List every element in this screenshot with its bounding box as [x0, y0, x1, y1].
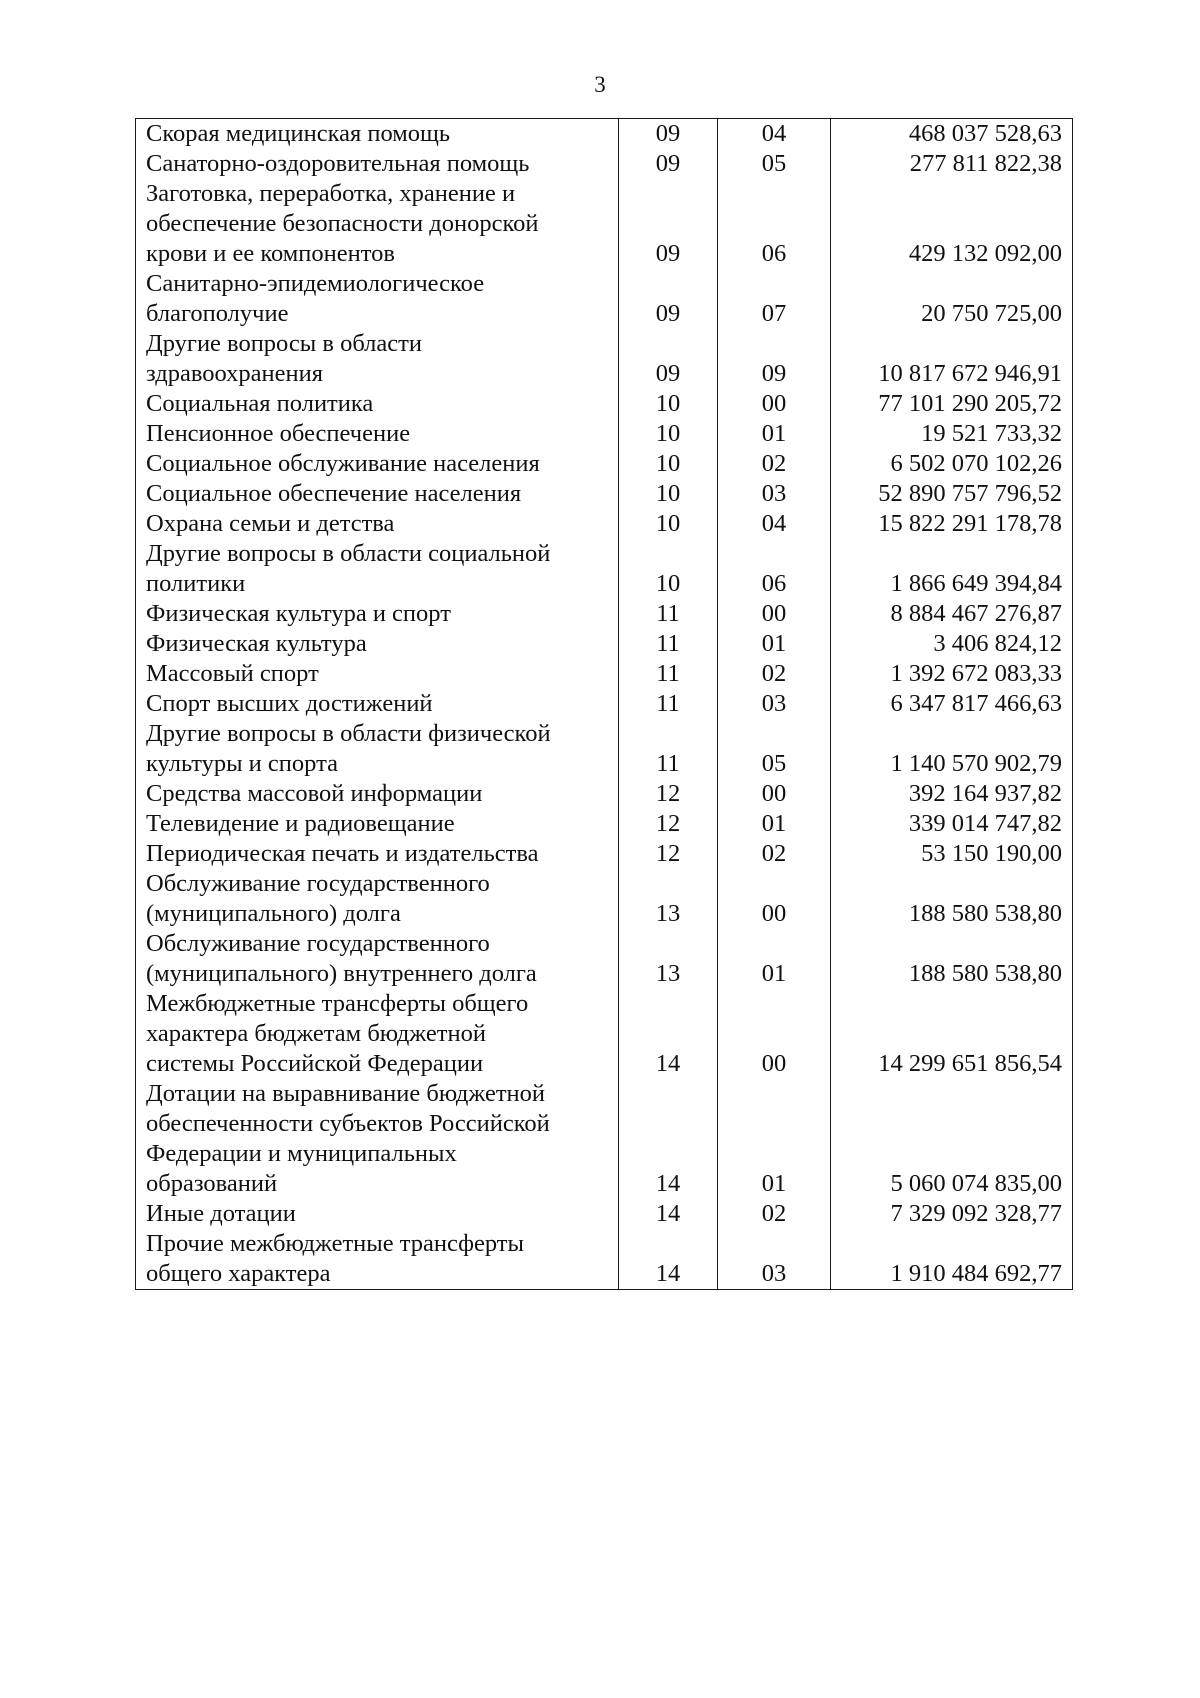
- row-amount: 339 014 747,82: [831, 809, 1073, 839]
- row-subsection: 03: [718, 1229, 831, 1290]
- row-section: 10: [619, 539, 718, 599]
- row-amount: 1 140 570 902,79: [831, 719, 1073, 779]
- row-name: Санаторно-оздоровительная помощь: [146, 150, 530, 177]
- row-amount: 7 329 092 328,77: [831, 1199, 1073, 1229]
- row-section: 11: [619, 659, 718, 689]
- table-row: [136, 719, 1073, 779]
- row-amount: 52 890 757 796,52: [831, 479, 1073, 509]
- row-subsection: 02: [718, 1199, 831, 1229]
- row-name: Социальная политика: [146, 390, 374, 417]
- row-section: 10: [619, 389, 718, 419]
- table-row: [136, 509, 1073, 539]
- row-name: Физическая культура: [146, 630, 367, 657]
- row-subsection: 00: [718, 389, 831, 419]
- row-amount: 6 502 070 102,26: [831, 449, 1073, 479]
- row-section: 11: [619, 629, 718, 659]
- row-section: 11: [619, 599, 718, 629]
- table-row: [136, 929, 1073, 989]
- row-section: 12: [619, 779, 718, 809]
- row-subsection: 00: [718, 869, 831, 929]
- table-row: [136, 479, 1073, 509]
- table-row: [136, 1199, 1073, 1229]
- row-subsection: 00: [718, 599, 831, 629]
- table-row: [136, 689, 1073, 719]
- table-row: [136, 779, 1073, 809]
- row-name: Иные дотации: [146, 1200, 296, 1227]
- row-name: Скорая медицинская помощь: [146, 120, 451, 147]
- row-section: 10: [619, 509, 718, 539]
- row-section: 09: [619, 179, 718, 269]
- row-subsection: 01: [718, 929, 831, 989]
- row-section: 09: [619, 119, 718, 150]
- row-name: Другие вопросы в области здравоохранения: [146, 330, 422, 387]
- row-name: Прочие межбюджетные трансферты общего характера: [146, 1230, 524, 1287]
- table-row: [136, 1079, 1073, 1199]
- row-subsection: 00: [718, 989, 831, 1079]
- row-section: 09: [619, 329, 718, 389]
- row-subsection: 01: [718, 809, 831, 839]
- row-name: Массовый спорт: [146, 660, 319, 687]
- table-row: [136, 629, 1073, 659]
- row-subsection: 02: [718, 449, 831, 479]
- row-section: 10: [619, 479, 718, 509]
- row-amount: 392 164 937,82: [831, 779, 1073, 809]
- row-subsection: 09: [718, 329, 831, 389]
- row-name: Дотации на выравнивание бюджетной обеспеченности субъектов Российской Федерации и муниципальных образований: [146, 1080, 550, 1197]
- row-subsection: 03: [718, 479, 831, 509]
- row-section: 12: [619, 809, 718, 839]
- row-name: Средства массовой информации: [146, 780, 483, 807]
- row-name: Обслуживание государственного (муниципального) внутреннего долга: [146, 930, 537, 987]
- row-amount: 1 910 484 692,77: [831, 1229, 1073, 1290]
- row-amount: 6 347 817 466,63: [831, 689, 1073, 719]
- row-name: Обслуживание государственного (муниципального) долга: [146, 870, 490, 927]
- row-amount: 10 817 672 946,91: [831, 329, 1073, 389]
- row-section: 14: [619, 1079, 718, 1199]
- row-amount: 20 750 725,00: [831, 269, 1073, 329]
- row-subsection: 01: [718, 419, 831, 449]
- row-amount: 53 150 190,00: [831, 839, 1073, 869]
- row-amount: 188 580 538,80: [831, 869, 1073, 929]
- row-name: Периодическая печать и издательства: [146, 840, 539, 867]
- table-row: [136, 539, 1073, 599]
- page-number: 3: [594, 72, 606, 97]
- row-amount: 277 811 822,38: [831, 149, 1073, 179]
- row-section: 10: [619, 449, 718, 479]
- row-name: Пенсионное обеспечение: [146, 420, 411, 447]
- row-amount: 3 406 824,12: [831, 629, 1073, 659]
- row-section: 13: [619, 869, 718, 929]
- table-row: [136, 659, 1073, 689]
- row-amount: 19 521 733,32: [831, 419, 1073, 449]
- row-section: 09: [619, 269, 718, 329]
- row-subsection: 05: [718, 719, 831, 779]
- row-name: Спорт высших достижений: [146, 690, 433, 717]
- row-section: 09: [619, 149, 718, 179]
- row-name: Заготовка, переработка, хранение и обеспечение безопасности донорской крови и ее компонентов: [146, 180, 539, 267]
- row-section: 12: [619, 839, 718, 869]
- table-row: [136, 419, 1073, 449]
- table-row: [136, 389, 1073, 419]
- row-section: 14: [619, 989, 718, 1079]
- budget-table: [135, 118, 1073, 1290]
- row-subsection: 03: [718, 689, 831, 719]
- row-name: Социальное обеспечение населения: [146, 480, 522, 507]
- row-amount: 1 392 672 083,33: [831, 659, 1073, 689]
- row-amount: 429 132 092,00: [831, 179, 1073, 269]
- row-amount: 14 299 651 856,54: [831, 989, 1073, 1079]
- row-section: 13: [619, 929, 718, 989]
- row-subsection: 01: [718, 1079, 831, 1199]
- table-row: [136, 269, 1073, 329]
- row-subsection: 01: [718, 629, 831, 659]
- row-section: 11: [619, 689, 718, 719]
- row-name: Другие вопросы в области социальной политики: [146, 540, 551, 597]
- row-amount: 15 822 291 178,78: [831, 509, 1073, 539]
- table-row: [136, 989, 1073, 1079]
- row-section: 11: [619, 719, 718, 779]
- row-section: 14: [619, 1199, 718, 1229]
- row-amount: 77 101 290 205,72: [831, 389, 1073, 419]
- table-row: [136, 1229, 1073, 1290]
- row-amount: 468 037 528,63: [831, 119, 1073, 150]
- row-name: Межбюджетные трансферты общего характера бюджетам бюджетной системы Российской Федерации: [146, 990, 529, 1077]
- row-amount: 188 580 538,80: [831, 929, 1073, 989]
- row-subsection: 02: [718, 659, 831, 689]
- row-subsection: 05: [718, 149, 831, 179]
- row-subsection: 04: [718, 119, 831, 150]
- table-row: [136, 449, 1073, 479]
- row-amount: 5 060 074 835,00: [831, 1079, 1073, 1199]
- row-section: 14: [619, 1229, 718, 1290]
- row-name: Телевидение и радиовещание: [146, 810, 455, 837]
- row-subsection: 06: [718, 539, 831, 599]
- row-name: Охрана семьи и детства: [146, 510, 395, 537]
- table-row: [136, 869, 1073, 929]
- row-subsection: 04: [718, 509, 831, 539]
- row-name: Другие вопросы в области физической культуры и спорта: [146, 720, 551, 777]
- row-subsection: 06: [718, 179, 831, 269]
- table-row: [136, 839, 1073, 869]
- row-section: 10: [619, 419, 718, 449]
- row-subsection: 00: [718, 779, 831, 809]
- row-name: Физическая культура и спорт: [146, 600, 451, 627]
- table-row: [136, 119, 1073, 150]
- table-row: [136, 329, 1073, 389]
- row-name: Санитарно-эпидемиологическое благополучие: [146, 270, 485, 327]
- row-amount: 1 866 649 394,84: [831, 539, 1073, 599]
- row-name: Социальное обслуживание населения: [146, 450, 540, 477]
- table-row: [136, 179, 1073, 269]
- row-subsection: 07: [718, 269, 831, 329]
- table-row: [136, 809, 1073, 839]
- table-row: [136, 149, 1073, 179]
- row-amount: 8 884 467 276,87: [831, 599, 1073, 629]
- table-row: [136, 599, 1073, 629]
- row-subsection: 02: [718, 839, 831, 869]
